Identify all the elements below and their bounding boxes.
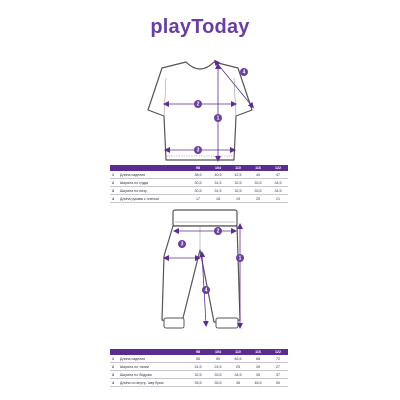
cell: 27 bbox=[268, 363, 288, 371]
tshirt-size-table bbox=[110, 165, 288, 203]
svg-text:2: 2 bbox=[196, 101, 200, 108]
table-row bbox=[110, 379, 288, 387]
size-header: 122 bbox=[268, 349, 288, 355]
tshirt-marker-4 bbox=[240, 68, 248, 76]
cell: 46,5 bbox=[248, 379, 268, 387]
cell: 33,5 bbox=[248, 179, 268, 187]
cell: 32,5 bbox=[228, 187, 248, 195]
cell: 34,5 bbox=[268, 187, 288, 195]
row-label: Длина по внутр. шву брюк bbox=[120, 379, 188, 387]
svg-text:3: 3 bbox=[180, 241, 184, 248]
tshirt-outline bbox=[148, 62, 252, 160]
cell: 50 bbox=[268, 379, 288, 387]
row-number: 1 bbox=[110, 355, 120, 363]
table-row bbox=[110, 171, 288, 179]
cell: 72 bbox=[268, 355, 288, 363]
table-row bbox=[110, 187, 288, 195]
cell: 45 bbox=[248, 171, 268, 179]
pants-marker-1 bbox=[236, 254, 244, 262]
table-row bbox=[110, 371, 288, 379]
row-number: 3 bbox=[110, 371, 120, 379]
cell: 32,5 bbox=[228, 179, 248, 187]
cell: 18 bbox=[208, 195, 228, 203]
row-number: 4 bbox=[110, 195, 120, 203]
pants-waistband bbox=[173, 210, 237, 226]
cell: 34,5 bbox=[228, 371, 248, 379]
table-row bbox=[110, 363, 288, 371]
svg-text:2: 2 bbox=[216, 228, 220, 235]
cell: 26 bbox=[248, 363, 268, 371]
cell: 40,5 bbox=[208, 171, 228, 179]
svg-text:3: 3 bbox=[196, 147, 200, 154]
cell: 37 bbox=[268, 371, 288, 379]
size-header: 110 bbox=[228, 165, 248, 171]
svg-text:4: 4 bbox=[242, 69, 246, 76]
table-row bbox=[110, 179, 288, 187]
size-header: 98 bbox=[188, 165, 208, 171]
row-number: 2 bbox=[110, 179, 120, 187]
tshirt-drawing bbox=[148, 62, 252, 160]
pants-marker-4 bbox=[202, 286, 210, 294]
cell: 31,5 bbox=[208, 187, 228, 195]
tshirt-marker-2 bbox=[194, 100, 202, 108]
tshirt-marker-3 bbox=[194, 146, 202, 154]
pants-outline bbox=[162, 226, 240, 322]
pants-drawing bbox=[162, 210, 244, 328]
cell: 38,5 bbox=[188, 171, 208, 179]
cell: 32,5 bbox=[188, 371, 208, 379]
cell: 35,5 bbox=[188, 379, 208, 387]
size-header: 116 bbox=[248, 165, 268, 171]
size-header: 104 bbox=[208, 349, 228, 355]
row-label: Ширина по груди bbox=[120, 179, 188, 187]
cell: 21 bbox=[268, 195, 288, 203]
pants-size-table bbox=[110, 349, 288, 387]
tshirt-marker-1 bbox=[214, 114, 222, 122]
cell: 45 bbox=[228, 379, 248, 387]
pants-marker-2 bbox=[214, 227, 222, 235]
row-label: Длина изделия bbox=[120, 171, 188, 179]
cell: 35,5 bbox=[208, 379, 228, 387]
cell: 34,5 bbox=[268, 179, 288, 187]
cell: 42,5 bbox=[228, 171, 248, 179]
cell: 59 bbox=[208, 355, 228, 363]
cell: 25 bbox=[228, 363, 248, 371]
cell: 35 bbox=[248, 371, 268, 379]
row-label: Ширина по талии bbox=[120, 363, 188, 371]
cell: 30,5 bbox=[188, 187, 208, 195]
size-header: 116 bbox=[248, 349, 268, 355]
pants-cuff-right bbox=[216, 318, 238, 328]
svg-text:1: 1 bbox=[238, 255, 242, 262]
cell: 24,5 bbox=[208, 363, 228, 371]
row-label: Длина рукава с плечом bbox=[120, 195, 188, 203]
cell: 24,5 bbox=[188, 363, 208, 371]
size-header: 122 bbox=[268, 165, 288, 171]
row-label: Длина изделия bbox=[120, 355, 188, 363]
size-header: 98 bbox=[188, 349, 208, 355]
row-number: 3 bbox=[110, 187, 120, 195]
cell: 20 bbox=[248, 195, 268, 203]
cell: 17 bbox=[188, 195, 208, 203]
svg-text:4: 4 bbox=[204, 287, 208, 294]
cell: 33,5 bbox=[208, 371, 228, 379]
cell: 68 bbox=[248, 355, 268, 363]
row-number: 1 bbox=[110, 171, 120, 179]
table-row bbox=[110, 355, 288, 363]
size-header: 104 bbox=[208, 165, 228, 171]
row-label: Ширина по низу bbox=[120, 187, 188, 195]
cell: 63,5 bbox=[228, 355, 248, 363]
svg-text:1: 1 bbox=[216, 115, 220, 122]
row-label: Ширина по бедрам bbox=[120, 371, 188, 379]
size-header: 110 bbox=[228, 349, 248, 355]
row-number: 2 bbox=[110, 363, 120, 371]
cell: 47 bbox=[268, 171, 288, 179]
pants-marker-3 bbox=[178, 240, 186, 248]
cell: 30,5 bbox=[188, 179, 208, 187]
cell: 31,5 bbox=[208, 179, 228, 187]
table-row bbox=[110, 195, 288, 203]
brand-logo: playToday bbox=[150, 16, 250, 38]
cell: 33,5 bbox=[248, 187, 268, 195]
cell: 55 bbox=[188, 355, 208, 363]
row-number: 4 bbox=[110, 379, 120, 387]
pants-cuff-left bbox=[164, 318, 184, 328]
cell: 19 bbox=[228, 195, 248, 203]
